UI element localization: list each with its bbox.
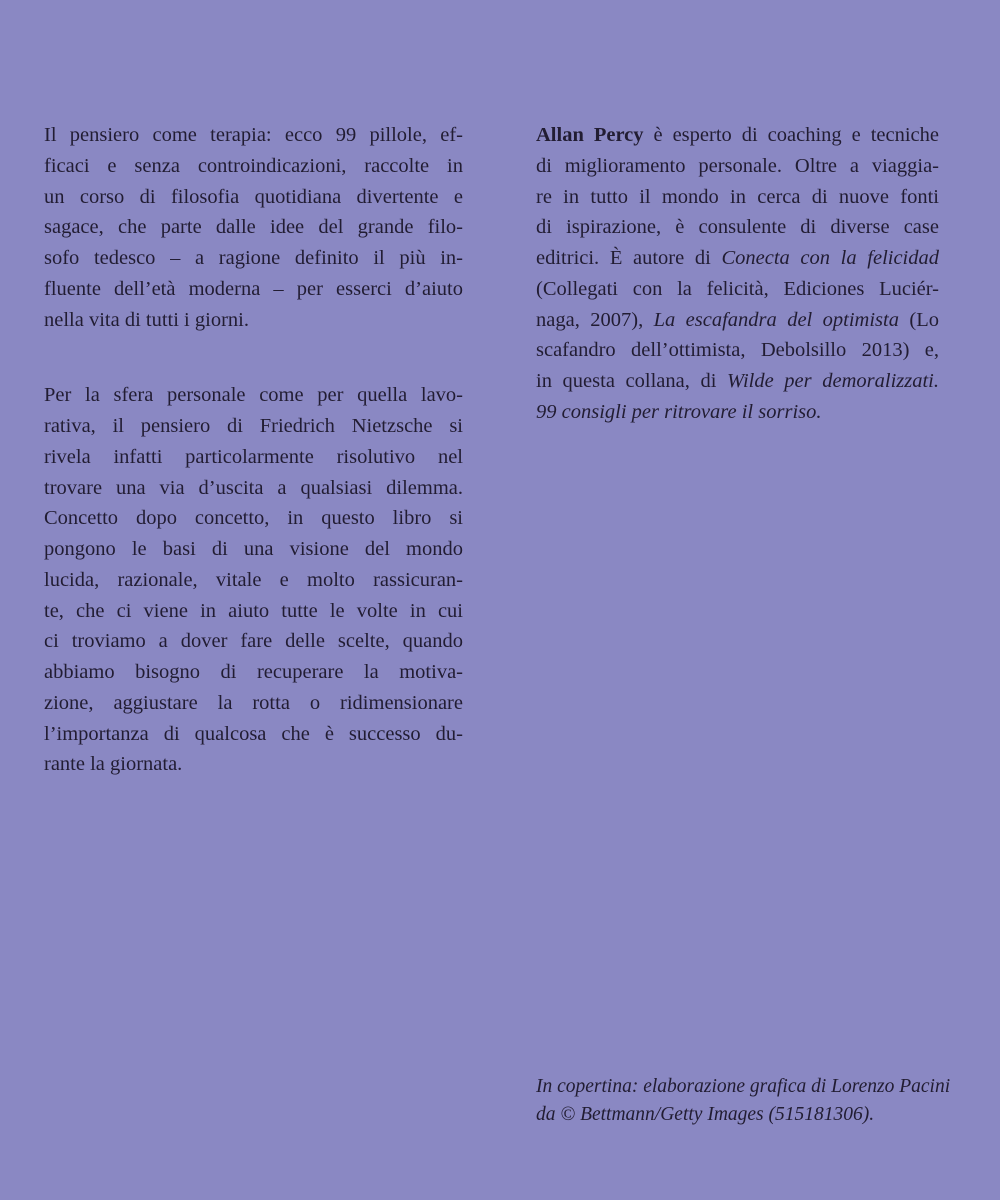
text-line: trovare una via d’uscita a qualsiasi dilemma. [44,476,463,499]
text-line: zione, aggiustare la rotta o ridimensionare [44,691,463,714]
text-line: naga, 2007), La escafandra del optimista (Lo [536,308,939,331]
text-line: rante la giornata. [44,753,183,776]
author-bio-paragraph [536,120,939,428]
left-column [44,120,463,825]
text-line: editrici. È autore di Conecta con la felicidad [536,247,940,269]
text-line: ci troviamo a dover fare delle scelte, quando [44,630,463,653]
text-line: Il pensiero come terapia: ecco 99 pillole, ef- [44,124,463,146]
text-line: sofo tedesco – a ragione definito il più in- [44,247,463,269]
text-line: In copertina: elaborazione grafica di Lorenzo Pacini [536,1076,951,1097]
text-line: da © Bettmann/Getty Images (515181306). [536,1103,875,1125]
text-line: fluente dell’età moderna – per esserci d’aiuto [44,277,463,300]
text-line: di ispirazione, è consulente di diverse case [536,216,939,239]
cover-credit [536,1073,976,1128]
text-line: 99 consigli per ritrovare il sorriso. [536,400,822,423]
text-line: pongono le basi di una visione del mondo [44,538,463,560]
text-line: l’importanza di qualcosa che è successo du- [44,722,463,745]
text-line: di miglioramento personale. Oltre a viaggia- [536,154,939,177]
text-line: abbiamo bisogno di recuperare la motiva- [44,661,463,683]
description-paragraph-1 [44,120,463,335]
text-line: te, che ci viene in aiuto tutte le volte in cui [44,599,463,622]
description-paragraph-2 [44,380,463,780]
text-line: scafandro dell’ottimista, Debolsillo 2013) e, [536,339,939,362]
text-line: rativa, il pensiero di Friedrich Nietzsche si [44,415,463,437]
text-line: re in tutto il mondo in cerca di nuove fonti [536,185,939,208]
text-line: ficaci e senza controindicazioni, raccolte in [44,154,463,177]
text-line: lucida, razionale, vitale e molto rassicuran- [44,568,463,591]
text-line: (Collegati con la felicità, Ediciones Luciér- [536,277,939,300]
text-line: in questa collana, di Wilde per demoralizzati. [536,370,939,392]
text-line: sagace, che parte dalle idee del grande filo- [44,216,463,239]
right-column [536,120,939,473]
text-line: nella vita di tutti i giorni. [44,308,249,331]
text-line: rivela infatti particolarmente risolutivo nel [44,445,463,468]
text-line: Concetto dopo concetto, in questo libro si [44,507,463,530]
text-line: Allan Percy è esperto di coaching e tecniche [536,124,940,146]
text-line: un corso di filosofia quotidiana divertente e [44,185,463,208]
text-line: Per la sfera personale come per quella lavo- [44,384,463,407]
